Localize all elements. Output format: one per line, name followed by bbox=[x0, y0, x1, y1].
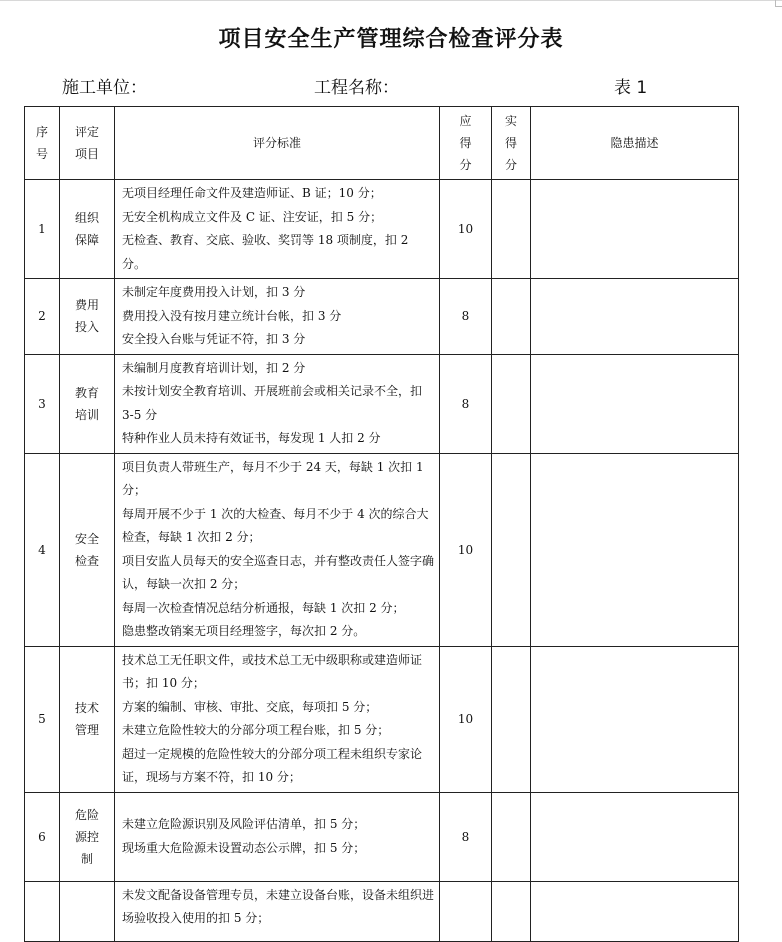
row-should-score: 8 bbox=[440, 792, 492, 881]
row-item: 组织 保障 bbox=[60, 180, 115, 279]
row-criteria: 技术总工无任职文件，或技术总工无中级职称或建造师证书；扣 10 分； 方案的编制、审核、审批、交底，每项扣 5 分； 未建立危险性较大的分部分项工程台账，扣 5 分； 超过一定规模的危险性较大的分部分项工程未组织专家论证，现场与方案不符，扣 10 分； bbox=[115, 646, 440, 792]
row-should-score: 10 bbox=[440, 453, 492, 646]
row-seq: 2 bbox=[25, 279, 60, 355]
table-header-row bbox=[25, 107, 739, 180]
table-number-label: 表 1 bbox=[614, 78, 648, 98]
row-seq: 5 bbox=[25, 646, 60, 792]
row-hazard-cell[interactable] bbox=[531, 881, 739, 941]
table-row bbox=[25, 453, 739, 646]
row-item: 安全 检查 bbox=[60, 453, 115, 646]
row-should-score: 8 bbox=[440, 354, 492, 453]
table-row bbox=[25, 646, 739, 792]
row-criteria: 未建立危险源识别及风险评估清单，扣 5 分； 现场重大危险源未设置动态公示牌，扣 5 分； bbox=[115, 792, 440, 881]
table-row bbox=[25, 354, 739, 453]
construction-unit-label: 施工单位： bbox=[62, 78, 147, 98]
row-criteria: 无项目经理任命文件及建造师证、B 证；10 分； 无安全机构成立文件及 C 证、注安证，扣 5 分； 无检查、教育、交底、验收、奖罚等 18 项制度，扣 2 分。 bbox=[115, 180, 440, 279]
project-name-label: 工程名称： bbox=[314, 78, 399, 98]
row-actual-score-cell[interactable] bbox=[492, 279, 531, 355]
page-corner-mark bbox=[775, 0, 782, 7]
row-item: 教育 培训 bbox=[60, 354, 115, 453]
header-should-score: 应 得 分 bbox=[440, 107, 492, 180]
table-row bbox=[25, 881, 739, 941]
row-actual-score-cell[interactable] bbox=[492, 792, 531, 881]
header-seq: 序 号 bbox=[25, 107, 60, 180]
row-hazard-cell[interactable] bbox=[531, 453, 739, 646]
row-seq: 1 bbox=[25, 180, 60, 279]
row-actual-score-cell[interactable] bbox=[492, 453, 531, 646]
header-item: 评定 项目 bbox=[60, 107, 115, 180]
row-hazard-cell[interactable] bbox=[531, 180, 739, 279]
row-should-score: 10 bbox=[440, 646, 492, 792]
header-hazard: 隐患描述 bbox=[531, 107, 739, 180]
row-should-score bbox=[440, 881, 492, 941]
row-should-score: 10 bbox=[440, 180, 492, 279]
row-actual-score-cell[interactable] bbox=[492, 646, 531, 792]
row-hazard-cell[interactable] bbox=[531, 646, 739, 792]
row-seq: 3 bbox=[25, 354, 60, 453]
row-criteria: 未发文配备设备管理专员，未建立设备台账，设备未组织进场验收投入使用的扣 5 分； bbox=[115, 881, 440, 941]
document-title: 项目安全生产管理综合检查评分表 bbox=[218, 27, 564, 52]
row-criteria: 未制定年度费用投入计划，扣 3 分 费用投入没有按月建立统计台帐，扣 3 分 安全投入台账与凭证不符，扣 3 分 bbox=[115, 279, 440, 355]
table-row bbox=[25, 180, 739, 279]
row-actual-score-cell[interactable] bbox=[492, 881, 531, 941]
table-row bbox=[25, 279, 739, 355]
scoring-table bbox=[24, 106, 739, 942]
row-criteria: 项目负责人带班生产，每月不少于 24 天，每缺 1 次扣 1 分； 每周开展不少于 1 次的大检查、每月不少于 4 次的综合大检查，每缺 1 次扣 2 分； 项目安监人员每天的安全巡查日志，并有整改责任人签字确认，每缺一次扣 2 分； 每周一次检查情况总结分析通报，每缺 1 次扣 2 分； 隐患整改销案无项目经理签字，每次扣 2 分。 bbox=[115, 453, 440, 646]
row-item: 费用 投入 bbox=[60, 279, 115, 355]
row-hazard-cell[interactable] bbox=[531, 354, 739, 453]
page-top-border bbox=[0, 0, 782, 1]
row-item: 技术 管理 bbox=[60, 646, 115, 792]
row-seq: 6 bbox=[25, 792, 60, 881]
row-actual-score-cell[interactable] bbox=[492, 354, 531, 453]
row-seq: 4 bbox=[25, 453, 60, 646]
row-item: 危险 源控 制 bbox=[60, 792, 115, 881]
row-actual-score-cell[interactable] bbox=[492, 180, 531, 279]
row-hazard-cell[interactable] bbox=[531, 792, 739, 881]
header-actual-score: 实 得 分 bbox=[492, 107, 531, 180]
row-item bbox=[60, 881, 115, 941]
header-criteria: 评分标准 bbox=[115, 107, 440, 180]
row-hazard-cell[interactable] bbox=[531, 279, 739, 355]
row-seq bbox=[25, 881, 60, 941]
table-row bbox=[25, 792, 739, 881]
row-criteria: 未编制月度教育培训计划，扣 2 分 未按计划安全教育培训、开展班前会或相关记录不全，扣 3-5 分 特种作业人员未持有效证书，每发现 1 人扣 2 分 bbox=[115, 354, 440, 453]
row-should-score: 8 bbox=[440, 279, 492, 355]
